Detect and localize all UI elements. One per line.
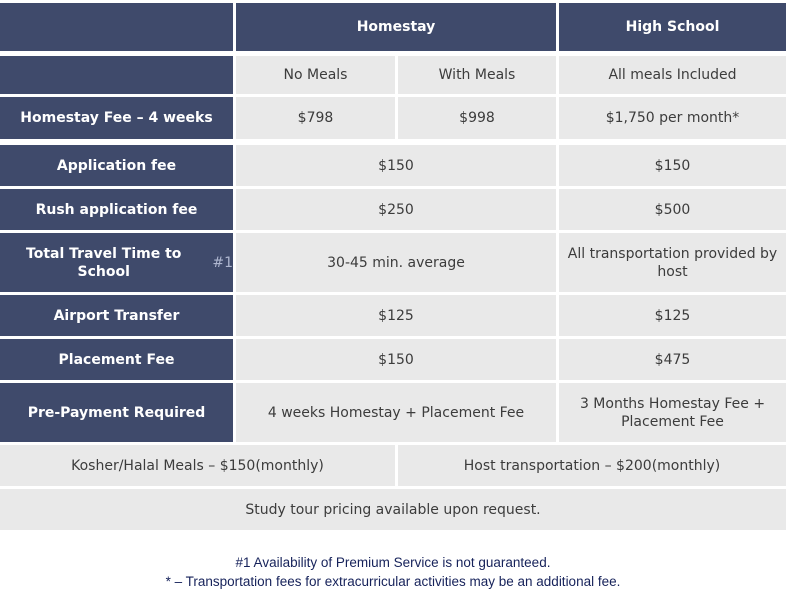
header-blank [0, 3, 233, 51]
row-label-travel-time [0, 233, 233, 292]
cell-placement-fee-high-school: $475 [559, 339, 786, 380]
cell-homestay-fee-no-meals: $798 [236, 97, 395, 139]
cell-homestay-fee-with-meals: $998 [398, 97, 556, 139]
cell-rush-fee-high-school: $500 [559, 189, 786, 230]
subheader-all-meals: All meals Included [559, 56, 786, 94]
cell-airport-transfer-homestay: $125 [236, 295, 556, 336]
row-label-placement-fee: Placement Fee [0, 339, 233, 380]
footnote-transportation-fees: * – Transportation fees for extracurricular activities may be an additional fee. [165, 574, 621, 589]
cell-homestay-fee-high-school: $1,750 per month* [559, 97, 786, 139]
row-label-application-fee: Application fee [0, 145, 233, 186]
travel-time-label-text: Total Travel Time to School [26, 245, 182, 280]
footnote-ref-1: #1 [212, 254, 233, 271]
cell-airport-transfer-high-school: $125 [559, 295, 786, 336]
cell-travel-time-high-school: All transportation provided by host [559, 233, 786, 292]
cell-application-fee-high-school: $150 [559, 145, 786, 186]
header-homestay: Homestay [236, 3, 556, 51]
footnote-premium-service: #1 Availability of Premium Service is not guaranteed. [235, 555, 551, 570]
study-tour-pricing: Study tour pricing available upon request. [0, 489, 786, 530]
cell-pre-payment-homestay: 4 weeks Homestay + Placement Fee [236, 383, 556, 442]
row-label-homestay-fee: Homestay Fee – 4 weeks [0, 97, 233, 139]
header-high-school: High School [559, 3, 786, 51]
host-transportation: Host transportation – $200(monthly) [398, 445, 786, 486]
cell-rush-fee-homestay: $250 [236, 189, 556, 230]
subheader-with-meals: With Meals [398, 56, 556, 94]
subheader-no-meals: No Meals [236, 56, 395, 94]
kosher-halal-meals: Kosher/Halal Meals – $150(monthly) [0, 445, 395, 486]
row-label-rush-application-fee: Rush application fee [0, 189, 233, 230]
cell-travel-time-homestay: 30-45 min. average [236, 233, 556, 292]
cell-application-fee-homestay: $150 [236, 145, 556, 186]
row-label-pre-payment: Pre-Payment Required [0, 383, 233, 442]
cell-pre-payment-high-school: 3 Months Homestay Fee + Placement Fee [559, 383, 786, 442]
subheader-blank [0, 56, 233, 94]
row-label-airport-transfer: Airport Transfer [0, 295, 233, 336]
cell-placement-fee-homestay: $150 [236, 339, 556, 380]
